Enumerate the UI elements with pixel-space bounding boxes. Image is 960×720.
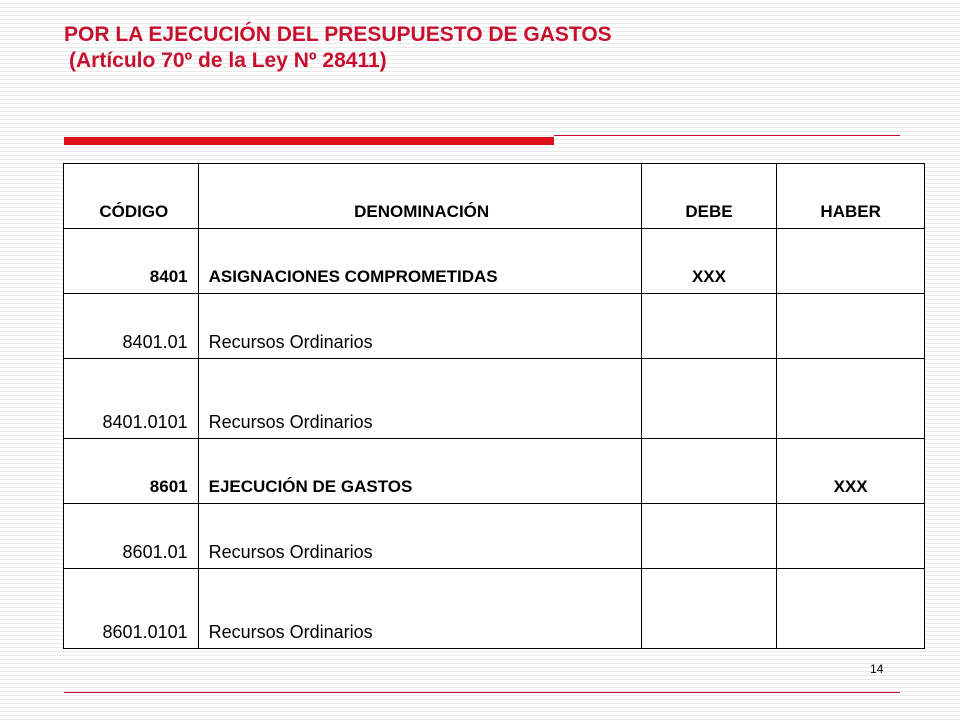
table-row [64,569,925,649]
cell-name: Recursos Ordinarios [198,569,641,649]
cell-code: 8401 [64,229,199,294]
title-underline-thick [64,137,554,145]
cell-code: 8601.01 [64,504,199,569]
cell-haber [777,359,925,439]
cell-haber [777,569,925,649]
header-haber: HABER [777,164,925,229]
cell-code: 8601.0101 [64,569,199,649]
cell-debe [641,569,777,649]
table-row [64,294,925,359]
header-debe: DEBE [641,164,777,229]
accounting-table [63,163,925,649]
cell-debe [641,359,777,439]
footer-rule [64,692,900,693]
header-codigo: CÓDIGO [64,164,199,229]
page-number: 14 [870,662,884,676]
cell-code: 8401.0101 [64,359,199,439]
cell-haber: XXX [777,439,925,504]
cell-haber [777,504,925,569]
cell-debe [641,294,777,359]
cell-name: Recursos Ordinarios [198,504,641,569]
cell-name: ASIGNACIONES COMPROMETIDAS [198,229,641,294]
cell-debe: XXX [641,229,777,294]
header-denominacion: DENOMINACIÓN [198,164,641,229]
cell-name: Recursos Ordinarios [198,359,641,439]
cell-debe [641,439,777,504]
cell-name: EJECUCIÓN DE GASTOS [198,439,641,504]
title-underline-thin [554,135,900,136]
table-row [64,504,925,569]
slide-title [64,22,612,74]
slide-title-line1: POR LA EJECUCIÓN DEL PRESUPUESTO DE GASTOS [64,23,612,46]
cell-haber [777,229,925,294]
table-row [64,439,925,504]
cell-haber [777,294,925,359]
table-header-row [64,164,925,229]
cell-debe [641,504,777,569]
cell-name: Recursos Ordinarios [198,294,641,359]
table-row [64,359,925,439]
cell-code: 8401.01 [64,294,199,359]
cell-code: 8601 [64,439,199,504]
slide-title-line2: (Artículo 70º de la Ley Nº 28411) [69,49,387,72]
table-row [64,229,925,294]
